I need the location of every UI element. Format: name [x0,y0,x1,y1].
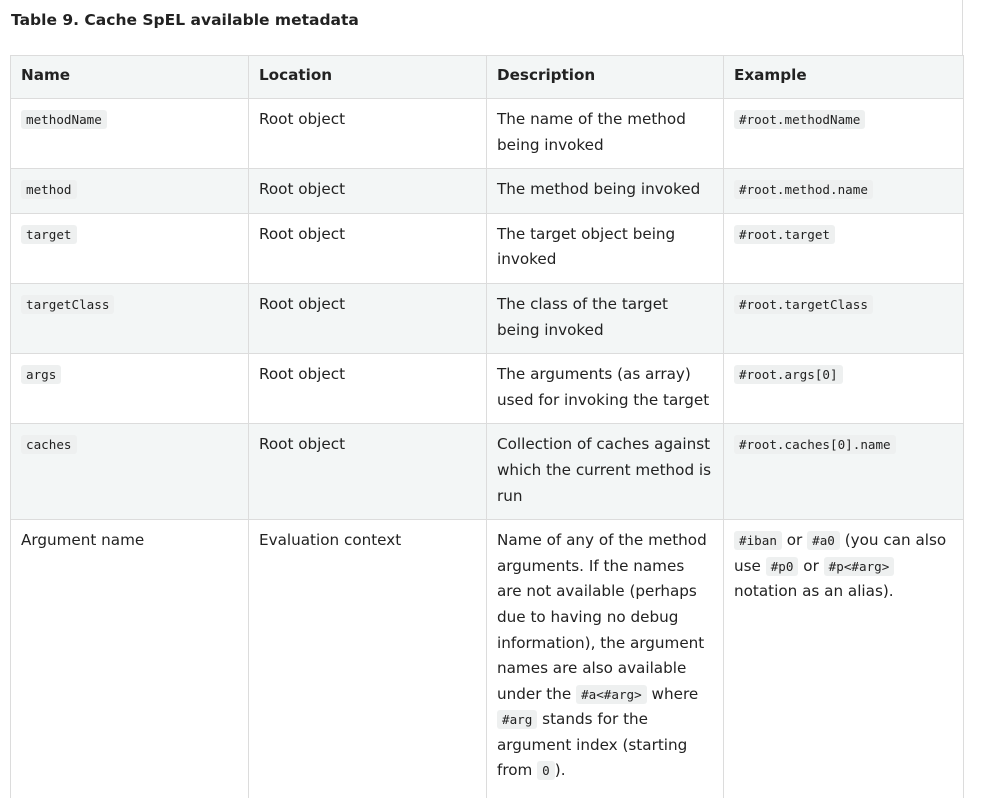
name-code: method [21,180,77,199]
cell-location: Root object [249,424,487,520]
cell-example [724,99,964,169]
desc-text: Name of any of the method arguments. If the names are not available (perhaps due to having no debug information), the argument names are also available under the [497,531,707,703]
cell-example [724,213,964,283]
header-location: Location [249,56,487,99]
cell-location: Root object [249,99,487,169]
desc-text: ). [554,761,566,780]
table-row [11,169,964,214]
table-caption: Table 9. Cache SpEL available metadata [11,11,359,29]
cell-name [11,213,249,283]
cell-description: The method being invoked [487,169,724,214]
table-row [11,99,964,169]
cell-name [11,354,249,424]
cell-example [724,424,964,520]
table-header-row [11,56,964,99]
cell-example [724,169,964,214]
example-code-iban: #iban [734,531,782,550]
table-row [11,424,964,520]
table-row [11,213,964,283]
desc-code-a-arg: #a<#arg> [576,685,647,704]
cell-location: Root object [249,213,487,283]
table-row [11,283,964,353]
cell-example [724,520,964,798]
cell-description: The arguments (as array) used for invoking the target [487,354,724,424]
example-text: (you can also use [734,531,947,575]
name-code: targetClass [21,295,114,314]
example-code: #root.caches[0].name [734,435,896,454]
example-code: #root.target [734,225,835,244]
cell-name [11,283,249,353]
name-code: caches [21,435,77,454]
desc-text: stands for the argument index (starting from [497,710,688,780]
desc-text: where [646,684,699,703]
example-code-p0: #p0 [766,557,799,576]
name-code: methodName [21,110,107,129]
cell-example [724,283,964,353]
cell-name [11,99,249,169]
cell-example [724,354,964,424]
table-row-argument-name [11,520,964,798]
cell-description [487,520,724,798]
cell-location: Evaluation context [249,520,487,798]
cell-description: The class of the target being invoked [487,283,724,353]
cell-description: The target object being invoked [487,213,724,283]
example-code-p-arg: #p<#arg> [824,557,895,576]
cell-name [11,169,249,214]
desc-code-zero: 0 [537,761,555,780]
example-code: #root.methodName [734,110,865,129]
example-text: or [798,556,824,575]
example-code: #root.args[0] [734,365,843,384]
name-code: target [21,225,77,244]
cell-location: Root object [249,169,487,214]
cell-location: Root object [249,354,487,424]
name-code: args [21,365,61,384]
header-name: Name [11,56,249,99]
example-text: notation as an alias). [734,582,894,601]
table-row [11,354,964,424]
cell-name [11,424,249,520]
cell-description: Collection of caches against which the current method is run [487,424,724,520]
header-description: Description [487,56,724,99]
header-example: Example [724,56,964,99]
desc-code-arg: #arg [497,710,537,729]
cell-name: Argument name [11,520,249,798]
example-code: #root.method.name [734,180,873,199]
cell-location: Root object [249,283,487,353]
example-code: #root.targetClass [734,295,873,314]
example-code-a0: #a0 [807,531,840,550]
cell-description: The name of the method being invoked [487,99,724,169]
metadata-table [10,55,964,798]
example-text: or [781,531,808,550]
